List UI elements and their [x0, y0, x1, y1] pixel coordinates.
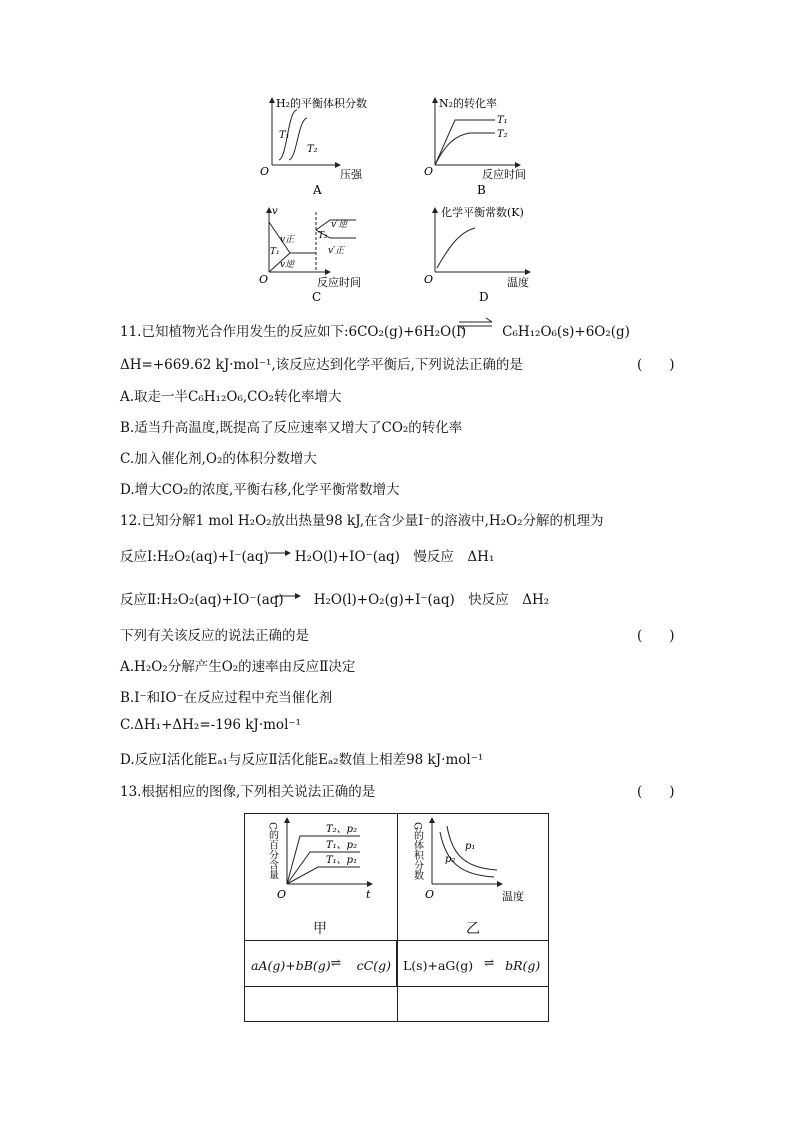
graph-a-ylabel: H₂的平衡体积分数 — [276, 97, 368, 110]
q13-eq2-post: bR(g) — [505, 958, 541, 973]
graph-c-origin: O — [259, 273, 269, 286]
q11-stem-pre: 11.已知植物光合作用发生的反应如下:6CO₂(g)+6H₂O(l) — [120, 324, 467, 340]
graph-d-ylabel: 化学平衡常数(K) — [441, 206, 524, 219]
q11-option-c: C.加入催化剂,O₂的体积分数增大 — [120, 451, 317, 467]
graph-c-t2: T₂ — [318, 231, 328, 241]
q12-option-a: A.H₂O₂分解产生O₂的速率由反应Ⅱ决定 — [120, 659, 356, 675]
graph-b — [424, 96, 526, 197]
q12-stem: 12.已知分解1 mol H₂O₂放出热量98 kJ,在含少量I⁻的溶液中,H₂O₂分解的机理为 — [120, 513, 604, 529]
q12-option-c: C.ΔH₁+ΔH₂=-196 kJ·mol⁻¹ — [120, 717, 301, 733]
graph-jia-l1: T₂、p₂ — [326, 824, 358, 835]
q12-r1-post: H₂O(l)+IO⁻(aq) 慢反应 ΔH₁ — [294, 549, 495, 565]
graph-a-curve2: T₂ — [307, 144, 318, 155]
graph-a-origin: O — [260, 165, 270, 178]
q11-stem-line1 — [120, 320, 630, 340]
q11-option-b: B.适当升高温度,既提高了反应速率又增大了CO₂的转化率 — [120, 420, 463, 436]
graph-d — [424, 205, 530, 304]
graph-c-vni: v逆 — [280, 260, 295, 270]
graph-c-vzheng: v正 — [280, 235, 295, 245]
graph-a — [260, 96, 367, 197]
q12-r1-pre: 反应Ⅰ:H₂O₂(aq)+I⁻(aq) — [120, 549, 269, 565]
q13-answer-paren: ( ) — [637, 784, 675, 800]
q13-eq1-post: cC(g) — [356, 958, 391, 973]
graph-b-ylabel: N₂的转化率 — [439, 97, 498, 110]
q13-eq2 — [403, 955, 541, 973]
graph-a-xlabel: 压强 — [340, 168, 362, 181]
graph-c-t1: T₁ — [270, 247, 280, 257]
q13-eq1-arrow: ⇌ — [330, 955, 342, 970]
graph-c-ylabel: v — [272, 206, 278, 217]
q11-stem-line2: ΔH=+669.62 kJ·mol⁻¹,该反应达到化学平衡后,下列说法正确的是 — [120, 357, 523, 373]
graph-b-caption: B — [477, 183, 486, 197]
graph-jia-caption: 甲 — [313, 921, 327, 937]
graph-c-vni2: v′逆 — [331, 220, 348, 230]
graph-b-origin: O — [424, 165, 434, 178]
graph-jia-origin: O — [277, 888, 287, 901]
graph-a-caption: A — [313, 183, 322, 197]
q13-rule-3 — [396, 940, 397, 986]
q11-stem-post: C₆H₁₂O₆(s)+6O₂(g) — [502, 324, 630, 340]
graph-a-curve1: T₁ — [279, 130, 290, 141]
graph-b-xlabel: 反应时间 — [482, 168, 526, 181]
graph-c-caption: C — [312, 290, 322, 304]
graph-d-origin: O — [424, 273, 434, 286]
q13-eq2-pre: L(s)+aG(g) — [403, 958, 474, 973]
graph-jia-xlabel: t — [366, 888, 371, 901]
graph-jia-ylabel: C的百分含量 — [266, 822, 278, 880]
q12-reaction-1 — [120, 545, 494, 565]
q12-answer-paren: ( ) — [637, 628, 675, 644]
q13-stem: 13.根据相应的图像,下列相关说法正确的是 — [120, 784, 376, 800]
graph-yi-p1: p₁ — [465, 841, 476, 852]
graph-c-vzheng2: v′正 — [328, 246, 345, 256]
graph-b-curve2: T₂ — [497, 129, 508, 140]
graph-c — [259, 206, 361, 304]
graph-yi-xlabel: 温度 — [502, 890, 524, 903]
graph-c-xlabel: 反应时间 — [317, 276, 361, 289]
q12-option-b: B.I⁻和IO⁻在反应过程中充当催化剂 — [120, 690, 333, 706]
graph-jia-l2: T₁、p₂ — [326, 840, 358, 851]
graph-yi-origin: O — [425, 888, 435, 901]
graph-b-curve1: T₁ — [497, 115, 508, 126]
q12-question: 下列有关该反应的说法正确的是 — [120, 628, 309, 644]
q13-table — [244, 813, 549, 1022]
q13-rule-2 — [244, 986, 549, 987]
graph-jia-l3: T₁、p₁ — [326, 855, 358, 866]
graph-d-xlabel: 温度 — [507, 276, 529, 289]
graph-yi-caption: 乙 — [466, 921, 480, 937]
q12-r2-pre: 反应Ⅱ:H₂O₂(aq)+IO⁻(aq) — [120, 592, 284, 608]
q11-option-d: D.增大CO₂的浓度,平衡右移,化学平衡常数增大 — [120, 482, 400, 498]
graph-yi-ylabel: G的体积分数 — [411, 822, 423, 880]
graph-d-caption: D — [479, 290, 489, 304]
graph-yi-p2: p₂ — [445, 854, 456, 865]
q13-eq1 — [251, 955, 391, 973]
q11-answer-paren: ( ) — [637, 357, 675, 373]
q13-eq2-arrow: ⇌ — [483, 955, 495, 970]
q11-option-a: A.取走一半C₆H₁₂O₆,CO₂转化率增大 — [120, 389, 342, 405]
q12-reaction-2 — [120, 588, 549, 608]
q12-r2-post: H₂O(l)+O₂(g)+I⁻(aq) 快反应 ΔH₂ — [313, 592, 550, 608]
q12-option-d: D.反应Ⅰ活化能Eₐ₁与反应Ⅱ活化能Eₐ₂数值上相差98 kJ·mol⁻¹ — [120, 752, 484, 768]
q13-eq1-pre: aA(g)+bB(g) — [251, 958, 331, 973]
